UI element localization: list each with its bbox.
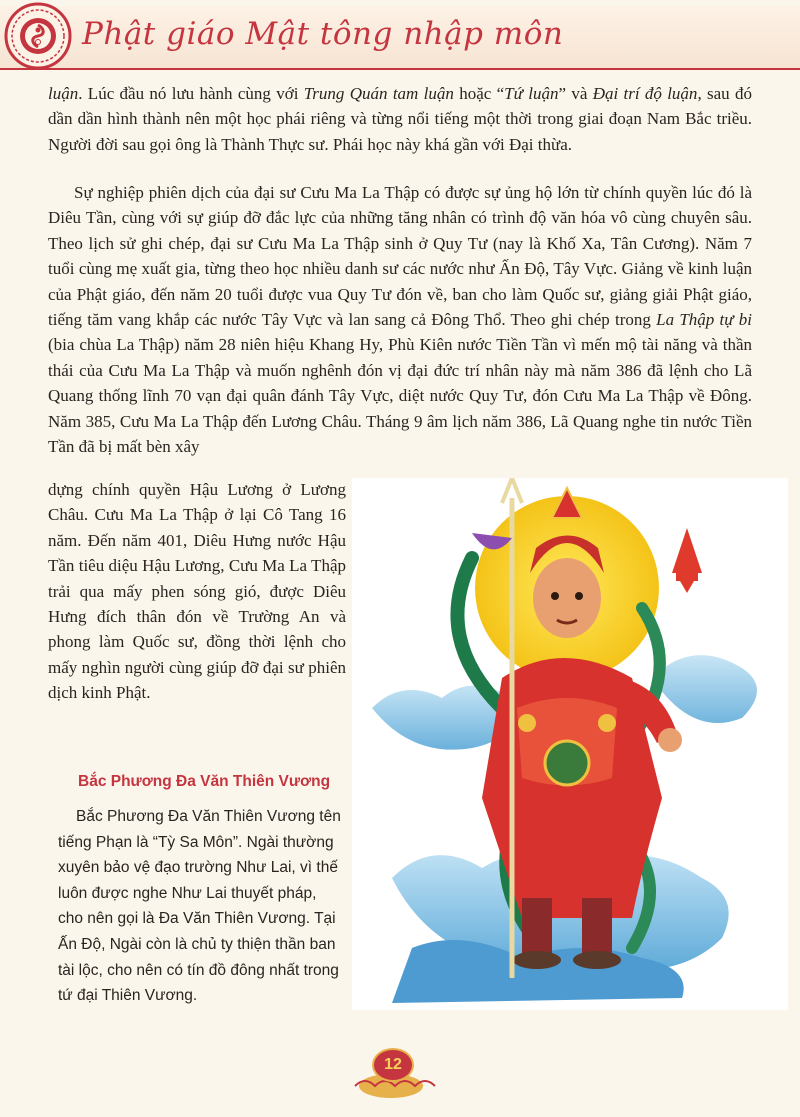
heavenly-king-illustration — [352, 478, 788, 1010]
sidebar-heading: Bắc Phương Đa Văn Thiên Vương — [78, 773, 331, 790]
page-footer — [0, 1036, 800, 1117]
body-paragraph-1 — [48, 81, 752, 157]
body-paragraph-3: dựng chính quyền Hậu Lương ở Lương Châu. Cưu Ma La Thập ở lại Cô Tang 16 năm. Đến năm 401, Diêu Hưng nước Hậu Tần tiêu diệu Hậu Lương, Cưu Ma La Thập trải qua mấy phen sóng gió, được Diêu Hưng đích thân đón về Trường An và phong làm Quốc sư, đồng thời lệnh cho mấy nghìn người cùng giúp đỡ đại sư phiên dịch kinh Phật. — [48, 480, 346, 703]
sidebar-paragraph — [58, 804, 344, 1009]
dharma-wheel-icon — [4, 2, 72, 70]
text-run: hoặc “ — [453, 84, 505, 103]
text-run: ” và — [558, 84, 593, 103]
italic-run: Trung Quán tam luận — [303, 84, 454, 103]
italic-run: Tứ luận — [504, 84, 559, 103]
page-number: 12 — [372, 1048, 414, 1082]
text-run: (bia chùa La Thập) năm 28 niên hiệu Khang Hy, Phù Kiên nước Tiền Tần vì mến mộ tài năng và thần thái của Cưu Ma La Thập và muốn nghênh đón vị đại đức trí nhân này mà năm 386 đã lệnh cho Lã Quang thống lĩnh 70 vạn đại quân đánh Tây Vực, diệt nước Quy Tư, đón Cưu Ma La Thập về Đông. Năm 385, Cưu Ma La Thập đến Lương Châu. Tháng 9 âm lịch năm 386, Lã Quang nghe tin nước Tiền Tần đã bị mất bèn xây — [48, 335, 752, 457]
italic-run: Đại trí độ luận — [592, 84, 698, 103]
heavenly-king-image — [352, 478, 788, 1010]
page-header — [0, 0, 800, 78]
header-title: Phật giáo Mật tông nhập môn — [82, 16, 564, 52]
text-run: . Lúc đầu nó lưu hành cùng với — [78, 84, 304, 103]
italic-run: luận — [48, 84, 79, 103]
body-paragraph-2 — [48, 180, 752, 459]
text-run: Sự nghiệp phiên dịch của đại sư Cưu Ma La Thập có được sự ủng hộ lớn từ chính quyền lúc đó là Diêu Tần, cùng với sự giúp đỡ đắc lực của những tăng nhân có trình độ văn hóa vô cùng chuyên sâu. Theo lịch sử ghi chép, đại sư Cưu Ma La Thập sinh ở Quy Tư (nay là Khố Xa, Tân Cương). Năm 7 tuổi cùng mẹ xuất gia, từng theo học nhiều danh sư các nước như Ấn Độ, Tây Vực. Giảng về kinh luận của Phật giáo, đến năm 20 tuổi được vua Quy Tư đón về, ban cho làm Quốc sư, giảng giải Phật giáo, tiếng tăm vang khắp các nước Tây Vực và lan sang cả Đông Thổ. Theo ghi chép trong — [48, 183, 752, 330]
italic-run: La Thập tự bi — [656, 310, 752, 330]
sidebar-text: Bắc Phương Đa Văn Thiên Vương tên tiếng Phạn là “Tỳ Sa Môn”. Ngài thường xuyên bảo vệ đạo trường Như Lai, vì thế luôn được nghe Như Lai thuyết pháp, cho nên gọi là Đa Văn Thiên Vương. Tại Ấn Độ, Ngài còn là chủ ty thiện thần ban tài lộc, cho nên có tín đồ đông nhất trong tứ đại Thiên Vương. — [58, 808, 341, 1005]
text-run: , sau đó dần dần hình thành nên một học phái riêng và từng nổi tiếng một thời trong giai đoạn Nam Bắc triều. Người đời sau gọi ông là Thành Thực sư. Phái học này khá gần với Đại thừa. — [48, 84, 752, 154]
